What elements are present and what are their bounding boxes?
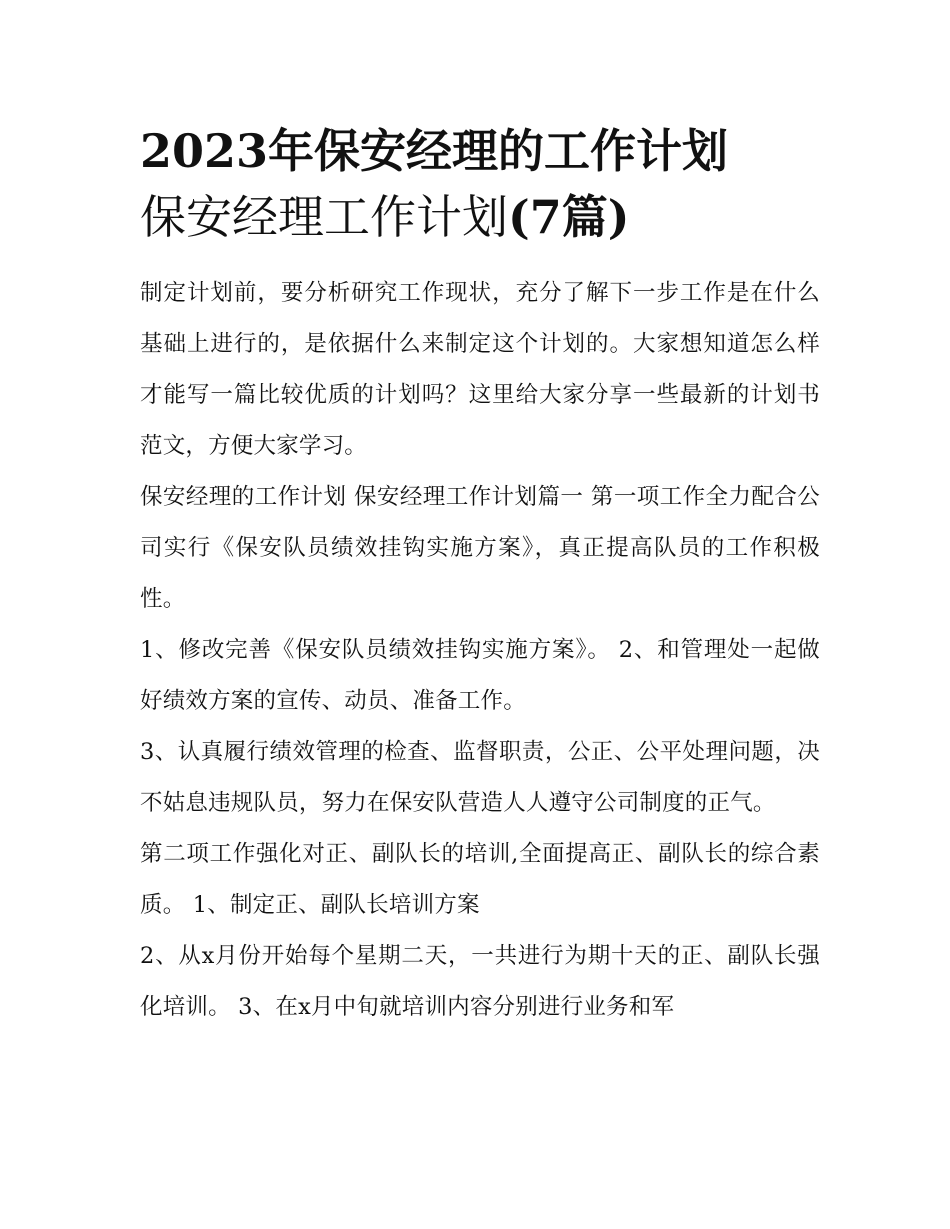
- document-title: 2023年保安经理的工作计划: [140, 124, 729, 178]
- paragraph-item: 第二项工作强化对正、副队长的培训,全面提高正、副队长的综合素质。 1、制定正、副队长培训方案: [140, 841, 820, 918]
- document-subtitle: [140, 184, 820, 250]
- paragraph-item: 3、认真履行绩效管理的检查、监督职责，公正、公平处理问题，决不姑息违规队员，努力在保安队营造人人遵守公司制度的正气。: [140, 739, 820, 816]
- subtitle-text: 保安经理工作计划: [140, 190, 508, 244]
- paragraph-item: 2、从x月份开始每个星期二天，一共进行为期十天的正、副队长强化培训。 3、在x月中旬就培训内容分别进行业务和军: [140, 943, 820, 1020]
- paragraph-item: 保安经理的工作计划 保安经理工作计划篇一 第一项工作全力配合公司实行《保安队员绩效挂钩实施方案》，真正提高队员的工作积极性。: [140, 484, 820, 612]
- subtitle-count: (7篇): [508, 190, 630, 244]
- document-body: [140, 268, 820, 1033]
- document-page: [140, 118, 820, 1033]
- paragraph-item: 1、修改完善《保安队员绩效挂钩实施方案》。 2、和管理处一起做好绩效方案的宣传、动员、准备工作。: [140, 637, 820, 714]
- paragraph-intro: 制定计划前，要分析研究工作现状，充分了解下一步工作是在什么基础上进行的，是依据什么来制定这个计划的。大家想知道怎么样才能写一篇比较优质的计划吗？这里给大家分享一些最新的计划书范文，方便大家学习。: [140, 280, 820, 459]
